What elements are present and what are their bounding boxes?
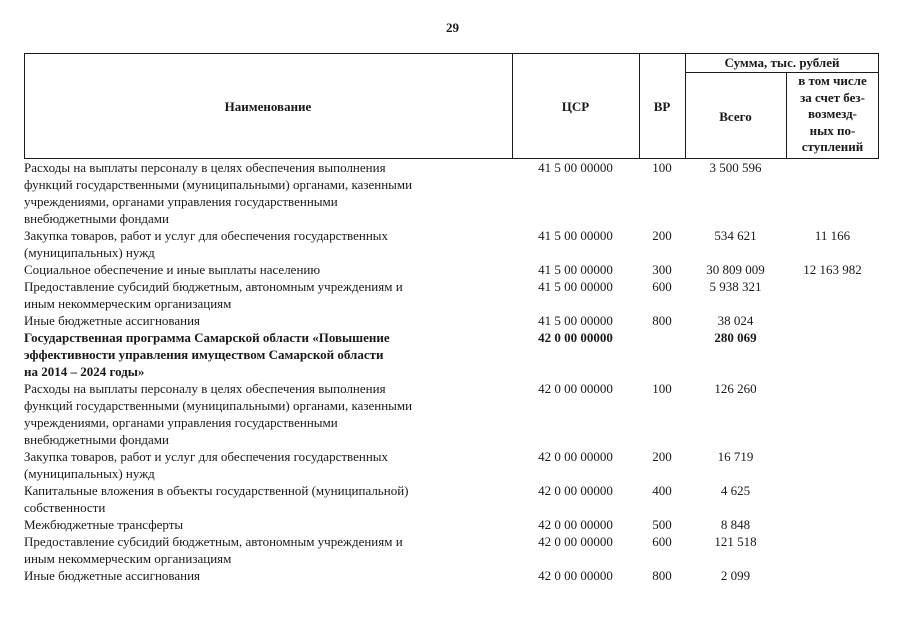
header-bottom-border: [24, 158, 879, 159]
row-name: [24, 567, 512, 584]
header-total: Всего: [719, 109, 752, 124]
page-number: 29: [446, 20, 459, 35]
row-csr: 41 5 00 00000: [538, 262, 613, 277]
table-body: [24, 159, 879, 584]
row-name-line: иным некоммерческим организациям: [24, 551, 232, 566]
row-gratuitous: [786, 380, 879, 448]
row-gratuitous: [786, 516, 879, 533]
table-row: [24, 380, 879, 448]
row-gratuitous: [786, 278, 879, 312]
row-csr: 42 0 00 00000: [538, 483, 613, 498]
row-vr: 600: [652, 534, 672, 549]
row-vr: 100: [652, 381, 672, 396]
row-name-line: Расходы на выплаты персоналу в целях обеспечения выполнения: [24, 160, 386, 175]
header-name: Наименование: [224, 99, 312, 114]
row-name-line: учреждениями, органами управления государственными: [24, 194, 338, 209]
row-name-line: Закупка товаров, работ и услуг для обеспечения государственных: [24, 449, 389, 464]
row-name-line: собственности: [24, 500, 106, 515]
table-row: [24, 227, 879, 261]
row-total: 126 260: [714, 381, 757, 396]
row-vr: 500: [652, 517, 672, 532]
row-total: 2 099: [720, 568, 751, 583]
table-row: [24, 278, 879, 312]
row-vr: 800: [652, 313, 672, 328]
header-gratuitous-line: в том числе: [798, 73, 867, 88]
table-row: [24, 533, 879, 567]
row-name-line: внебюджетными фондами: [24, 211, 169, 226]
row-total: 16 719: [717, 449, 754, 464]
row-gratuitous: [786, 448, 879, 482]
row-csr: 41 5 00 00000: [538, 160, 613, 175]
row-csr: 42 0 00 00000: [538, 517, 613, 532]
table-row: [24, 261, 879, 278]
row-gratuitous: [786, 312, 879, 329]
row-name-line: внебюджетными фондами: [24, 432, 169, 447]
header-gratuitous: [786, 73, 879, 156]
row-name-line: Иные бюджетные ассигнования: [24, 568, 201, 583]
row-name: [24, 278, 512, 312]
row-vr: 100: [652, 160, 672, 175]
row-name: [24, 312, 512, 329]
row-name-line: функций государственными (муниципальными) органами, казенными: [24, 177, 413, 192]
row-vr: 400: [652, 483, 672, 498]
header-gratuitous-line: возмезд-: [808, 106, 857, 121]
row-total: 30 809 009: [706, 262, 765, 277]
row-gratuitous: [786, 533, 879, 567]
row-csr: 42 0 00 00000: [538, 449, 613, 464]
row-csr: 41 5 00 00000: [538, 279, 613, 294]
row-name-line: Капитальные вложения в объекты государственной (муниципальной): [24, 483, 409, 498]
row-name-line: Межбюджетные трансферты: [24, 517, 184, 532]
row-name-line: Расходы на выплаты персоналу в целях обеспечения выполнения: [24, 381, 386, 396]
row-name: [24, 516, 512, 533]
row-name-line: (муниципальных) нужд: [24, 245, 155, 260]
header-vr: ВР: [653, 99, 671, 114]
table-row: [24, 567, 879, 584]
row-total: 534 621: [714, 228, 757, 243]
row-gratuitous: 12 163 982: [803, 262, 862, 277]
row-name-line: функций государственными (муниципальными) органами, казенными: [24, 398, 413, 413]
row-name-line: Закупка товаров, работ и услуг для обеспечения государственных: [24, 228, 389, 243]
row-name-line: Государственная программа Самарской области «Повышение: [24, 330, 390, 345]
table-row: [24, 159, 879, 227]
row-total: 5 938 321: [709, 279, 762, 294]
row-csr: 41 5 00 00000: [538, 313, 613, 328]
table-row: [24, 448, 879, 482]
row-name: [24, 482, 512, 516]
row-name-line: Предоставление субсидий бюджетным, автономным учреждениям и: [24, 534, 403, 549]
row-total: 3 500 596: [709, 160, 762, 175]
row-gratuitous: [786, 482, 879, 516]
header-sum-group: Сумма, тыс. рублей: [724, 55, 840, 70]
table-row: [24, 482, 879, 516]
table-header: [24, 53, 879, 159]
row-total: 280 069: [714, 330, 757, 345]
row-csr: 42 0 00 00000: [538, 568, 613, 583]
row-vr: 600: [652, 279, 672, 294]
row-name: [24, 159, 512, 227]
row-name: [24, 448, 512, 482]
row-name: [24, 227, 512, 261]
row-total: 8 848: [720, 517, 751, 532]
row-name: [24, 261, 512, 278]
header-csr: ЦСР: [561, 99, 590, 114]
row-name-line: Предоставление субсидий бюджетным, автономным учреждениям и: [24, 279, 403, 294]
row-vr: 300: [652, 262, 672, 277]
budget-table: [24, 53, 879, 584]
row-gratuitous: [786, 329, 879, 380]
row-gratuitous: [786, 567, 879, 584]
table-row: [24, 516, 879, 533]
row-csr: 41 5 00 00000: [538, 228, 613, 243]
header-gratuitous-line: ступлений: [801, 139, 864, 154]
row-total: 4 625: [720, 483, 751, 498]
header-gratuitous-line: ных по-: [809, 122, 856, 138]
row-name: [24, 533, 512, 567]
row-name-line: на 2014 – 2024 годы»: [24, 364, 145, 379]
row-vr: [639, 329, 685, 380]
table-row: [24, 329, 879, 380]
row-gratuitous: 11 166: [814, 228, 851, 243]
row-name-line: Иные бюджетные ассигнования: [24, 313, 201, 328]
row-csr: 42 0 00 00000: [538, 534, 613, 549]
row-name-line: (муниципальных) нужд: [24, 466, 155, 481]
row-csr: 42 0 00 00000: [538, 381, 613, 396]
row-name-line: эффективности управления имуществом Самарской области: [24, 347, 384, 362]
row-vr: 800: [652, 568, 672, 583]
row-total: 38 024: [717, 313, 754, 328]
row-csr: 42 0 00 00000: [538, 330, 613, 345]
row-name: [24, 329, 512, 380]
row-name-line: учреждениями, органами управления государственными: [24, 415, 338, 430]
table-row: [24, 312, 879, 329]
row-name: [24, 380, 512, 448]
row-gratuitous: [786, 159, 879, 227]
row-vr: 200: [652, 228, 672, 243]
row-vr: 200: [652, 449, 672, 464]
header-gratuitous-line: за счет без-: [800, 89, 865, 105]
row-name-line: иным некоммерческим организациям: [24, 296, 232, 311]
row-total: 121 518: [714, 534, 757, 549]
row-name-line: Социальное обеспечение и иные выплаты населению: [24, 262, 321, 277]
